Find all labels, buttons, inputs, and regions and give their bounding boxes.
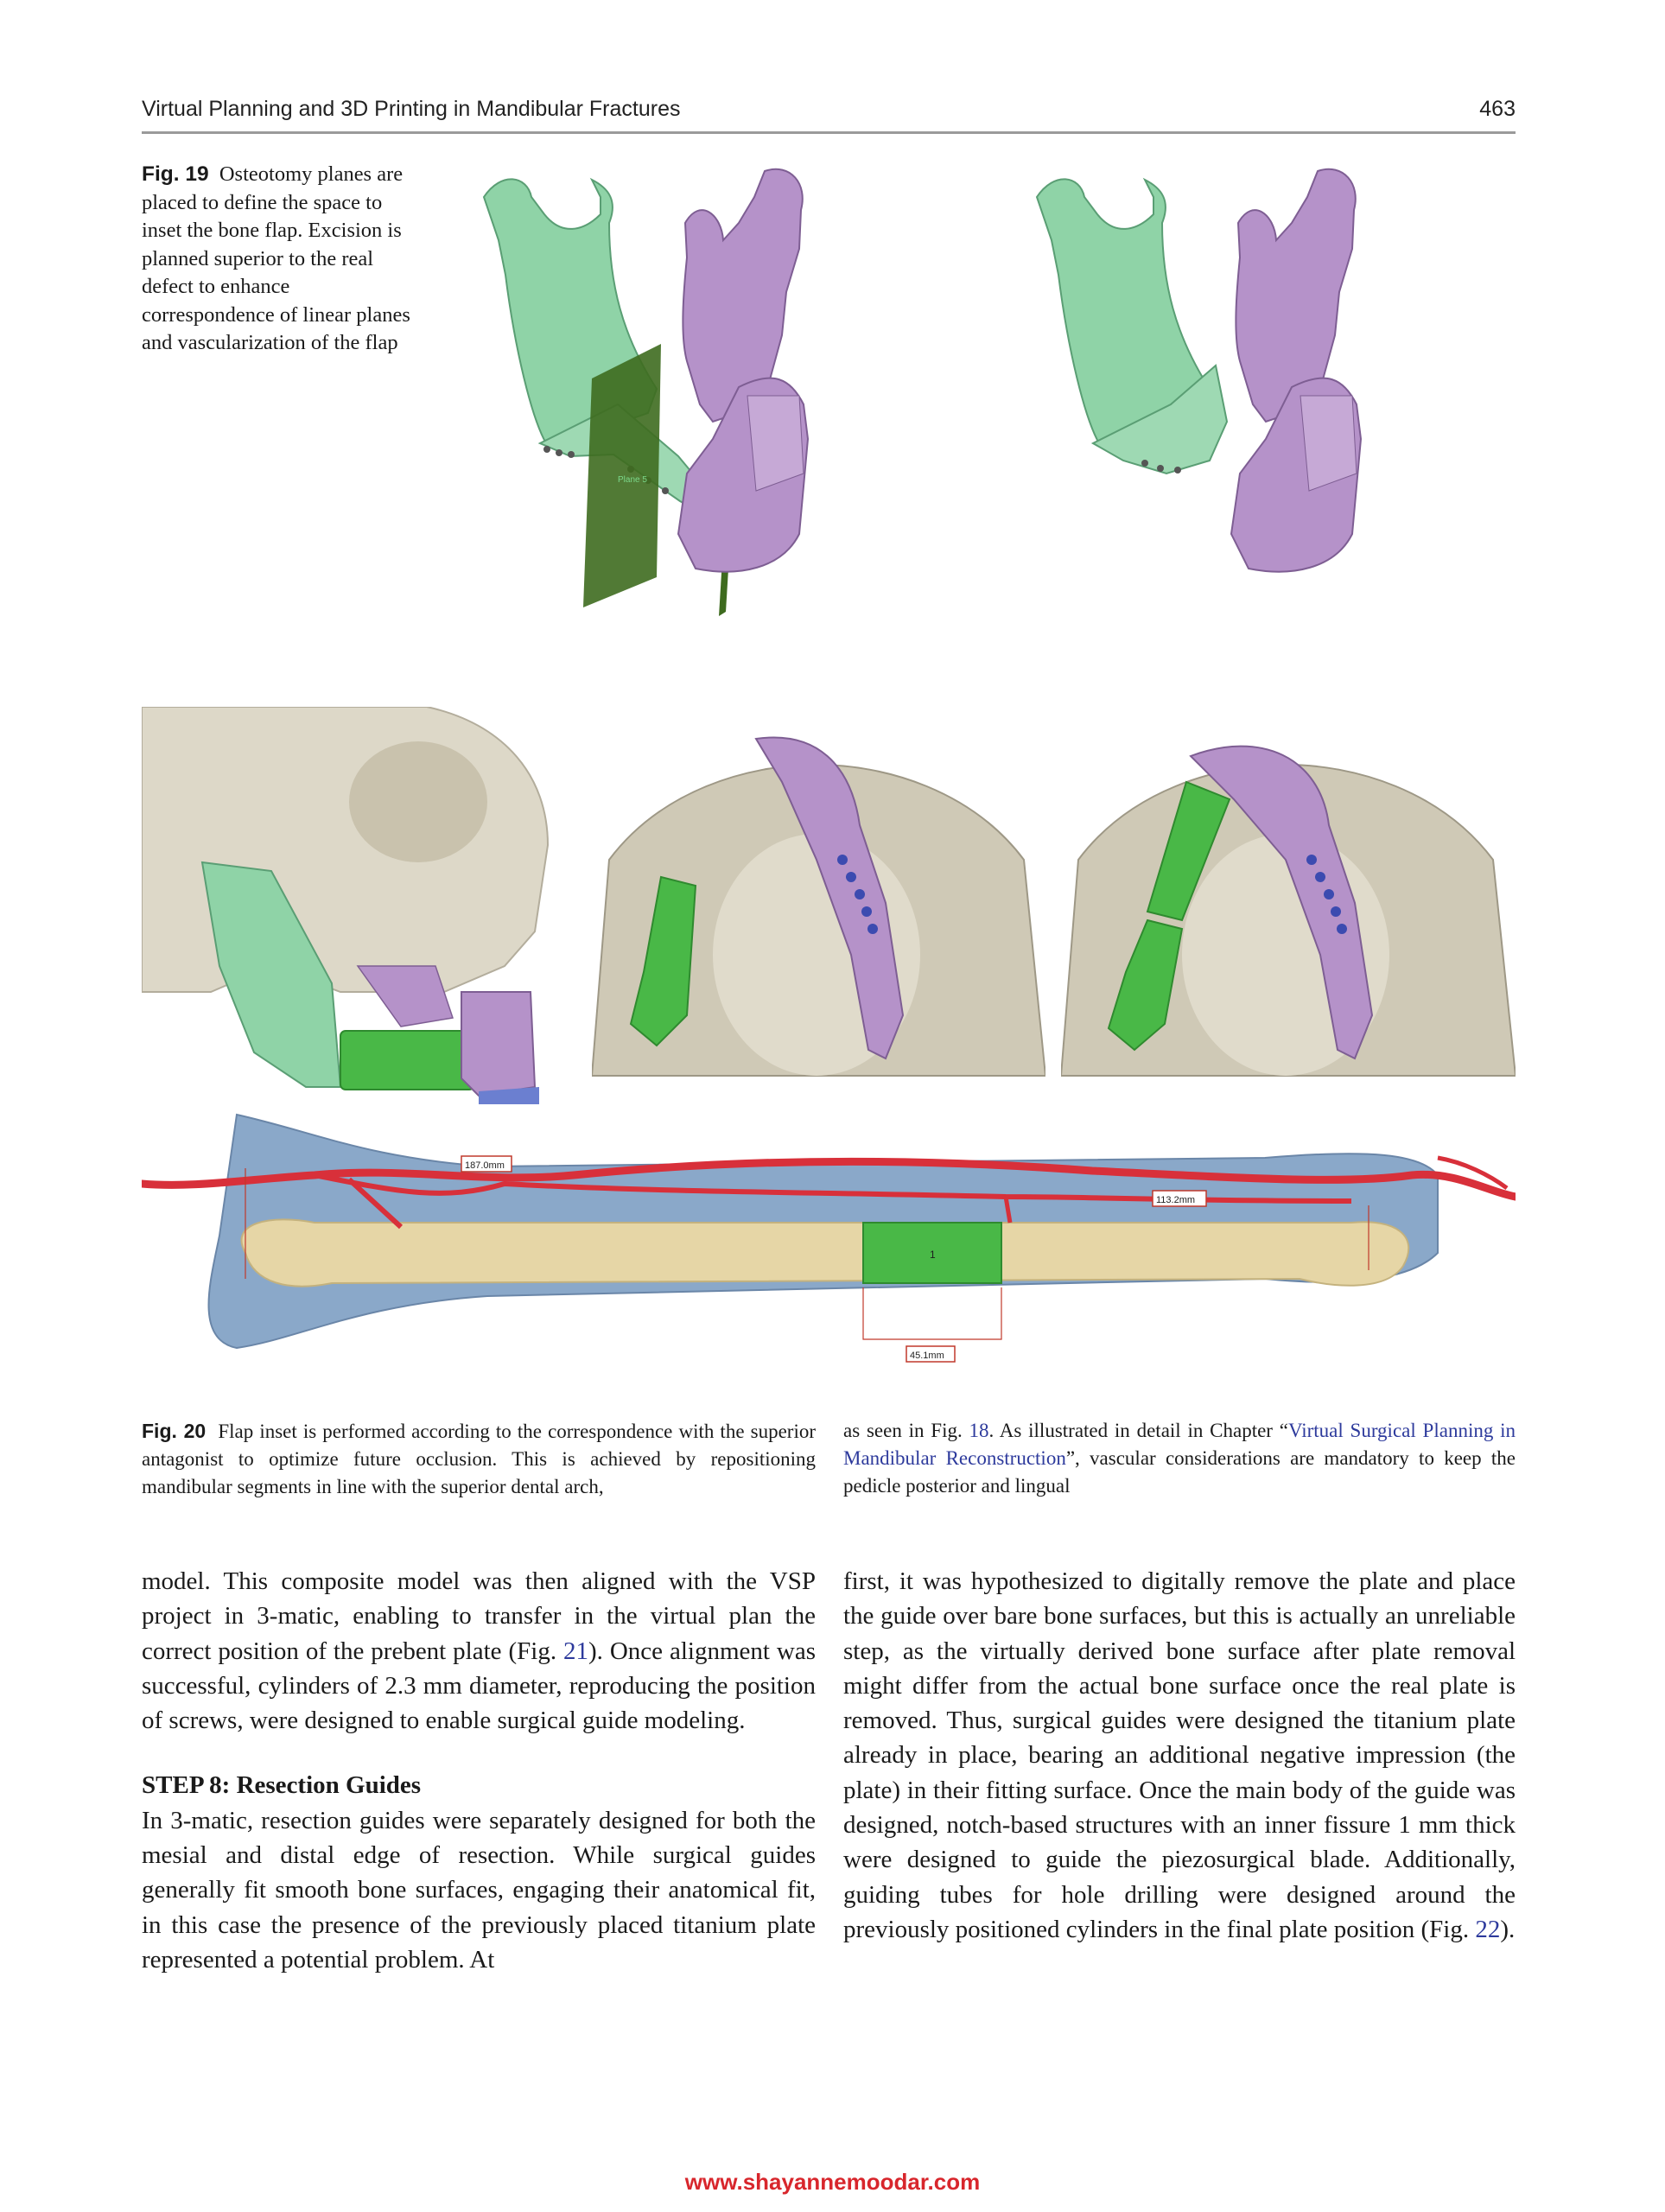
fig19-plane-label-1: Plane 5 — [618, 475, 647, 485]
fig22-reference-link[interactable]: 22 — [1475, 1915, 1501, 1943]
fig19-right-pair — [1037, 169, 1361, 572]
fig20-caption-text-2a: as seen in Fig. — [843, 1420, 963, 1441]
fig20-caption-part2 — [843, 1417, 1516, 1500]
fig20-segment-label: 1 — [930, 1249, 936, 1261]
footer-url[interactable]: www.shayannemoodar.com — [684, 2169, 981, 2195]
fig19-label: Fig. 19 — [142, 162, 209, 186]
fig21-reference-link[interactable]: 21 — [563, 1637, 589, 1665]
page-number: 463 — [1479, 97, 1516, 121]
running-title: Virtual Planning and 3D Printing in Mandibular Fractures — [142, 97, 681, 121]
body-text: ). — [1500, 1915, 1516, 1943]
step8-heading: STEP 8: Resection Guides — [142, 1771, 422, 1800]
fig18-reference-link[interactable]: 18 — [969, 1420, 989, 1441]
fig20-caption-text-2c: ”, vascular considerations are mandatory to keep the pedicle posterior and lingual — [843, 1447, 1516, 1497]
body-text: model. This composite model was then aligned with the VSP project in 3-matic, enabling to transfer in the virtual plan the correct position of the prebent plate (Fig. — [142, 1567, 816, 1665]
body-paragraph — [843, 1564, 1516, 1947]
fig20-lateral-view — [142, 707, 574, 1104]
fig19-caption — [142, 161, 427, 358]
body-text: first, it was hypothesized to digitally remove the plate and place the guide over bare bone surfaces, but this is actually an unreliable step, as the virtually derived bone surface after plate removal might differ from the actual bone surface once the real plate is removed. Thus, surgical guides were designed the titanium plate already in place, bearing an additional negative impression (the plate) in their fitting surface. Once the main body of the guide was designed, notch-based structures with an inner fissure 1 mm thick were designed to guide the piezosurgical blade. Additionally, guiding tubes for hole drilling were designed around the previously positioned cylinders in the final plate position (Fig. — [843, 1567, 1516, 1943]
body-paragraph: In 3-matic, resection guides were separately designed for both the mesial and distal edge of resection. While surgical guides generally fit smooth bone surfaces, engaging their anatomical fit, in this case the presence of the previously placed titanium plate represented a potential problem. At — [142, 1806, 816, 1974]
fig19-caption-text: Osteotomy planes are placed to define the space to inset the bone flap. Excision is planned superior to the real defect to enhance correspondence of linear planes and vascularization of the flap — [142, 162, 410, 354]
running-header — [142, 93, 1516, 134]
fig20-measure-3: 45.1mm — [910, 1351, 944, 1361]
fig20-fibula-image — [142, 1106, 1516, 1365]
body-column-right — [843, 1564, 1516, 1947]
fig20-measure-2: 113.2mm — [1156, 1195, 1196, 1205]
fig20-caption-text-1: Flap inset is performed according to the correspondence with the superior antagonist to optimize future occlusion. This is achieved by repositioning mandibular segments in line with the superior dental arch, — [142, 1421, 816, 1497]
fig20-basal-view-2 — [1061, 730, 1516, 1084]
fig20-basal-view-1 — [592, 730, 1045, 1084]
chapter-reference-link[interactable]: Virtual Surgical Planning in Mandibular Reconstruction — [843, 1420, 1516, 1469]
fig19-left-pair — [484, 169, 808, 616]
fig20-label: Fig. 20 — [142, 1420, 207, 1442]
fig20-measure-1: 187.0mm — [465, 1160, 505, 1171]
fig19-image — [480, 162, 1516, 616]
body-paragraph — [142, 1564, 816, 1738]
body-text: ). Once alignment was successful, cylinders of 2.3 mm diameter, reproducing the position of screws, were designed to enable surgical guide modeling. — [142, 1637, 816, 1735]
body-column-left — [142, 1564, 816, 1977]
fig20-caption-part1 — [142, 1417, 816, 1501]
fig20-caption-text-2b: . As illustrated in detail in Chapter “ — [988, 1420, 1288, 1441]
